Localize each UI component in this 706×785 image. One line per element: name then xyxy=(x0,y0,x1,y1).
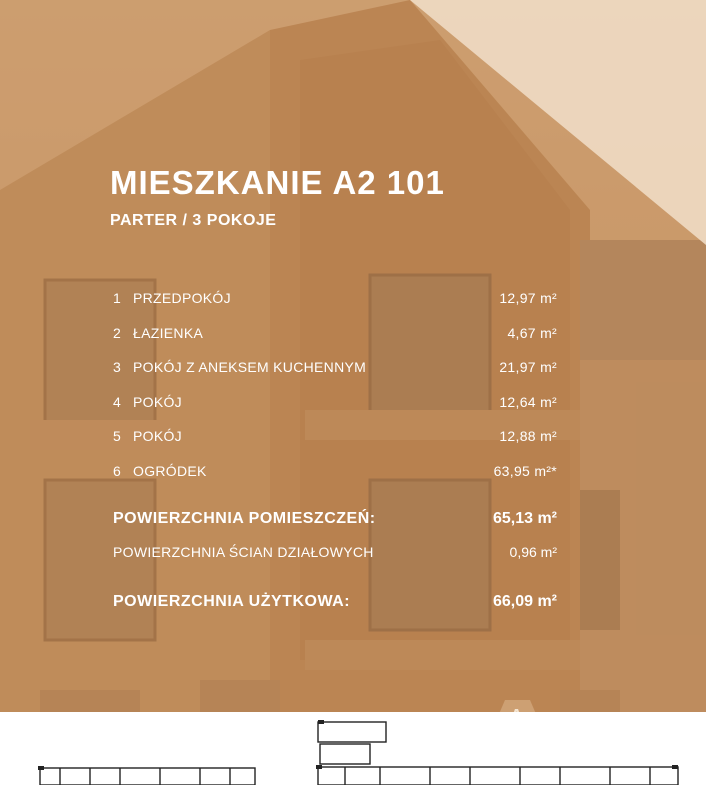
list-item xyxy=(113,357,573,392)
room-name: OGRÓDEK xyxy=(133,462,207,479)
room-area: 4,67 m² xyxy=(507,324,557,341)
room-area: 12,88 m² xyxy=(499,428,557,444)
room-number: 2 xyxy=(113,324,122,341)
list-item xyxy=(113,323,573,358)
list-item xyxy=(113,461,573,496)
room-number: 4 xyxy=(113,393,122,410)
summary-rooms-label: POWIERZCHNIA POMIESZCZEŃ: xyxy=(113,510,376,527)
room-number: 6 xyxy=(113,462,122,479)
room-area: 12,97 m² xyxy=(499,290,557,306)
room-number: 3 xyxy=(113,359,122,375)
room-area: 21,97 m² xyxy=(499,359,557,375)
floor-plan-strip xyxy=(0,712,706,785)
summary-rooms-value: 65,13 m² xyxy=(492,510,557,527)
summary-walls-label: POWIERZCHNIA ŚCIAN DZIAŁOWYCH xyxy=(113,544,374,560)
summary-walls-value: 0,96 m² xyxy=(509,544,557,560)
list-item xyxy=(113,426,573,461)
page-title: MIESZKANIE A2 101 xyxy=(110,164,445,201)
room-name: POKÓJ Z ANEKSEM KUCHENNYM xyxy=(133,359,367,375)
list-item xyxy=(113,288,573,323)
room-area: 12,64 m² xyxy=(499,393,557,410)
room-number: 1 xyxy=(113,290,122,306)
room-name: POKÓJ xyxy=(133,428,182,444)
room-list xyxy=(113,288,573,495)
list-item xyxy=(113,392,573,427)
room-name: PRZEDPOKÓJ xyxy=(133,290,231,306)
summary-usable-label: POWIERZCHNIA UŻYTKOWA: xyxy=(113,593,351,610)
page-subtitle: PARTER / 3 POKOJE xyxy=(110,212,277,229)
summary-usable-value: 66,09 m² xyxy=(492,593,557,610)
room-name: ŁAZIENKA xyxy=(133,324,204,341)
room-area: 63,95 m²* xyxy=(493,462,557,479)
room-number: 5 xyxy=(113,428,122,444)
room-name: POKÓJ xyxy=(133,393,182,410)
